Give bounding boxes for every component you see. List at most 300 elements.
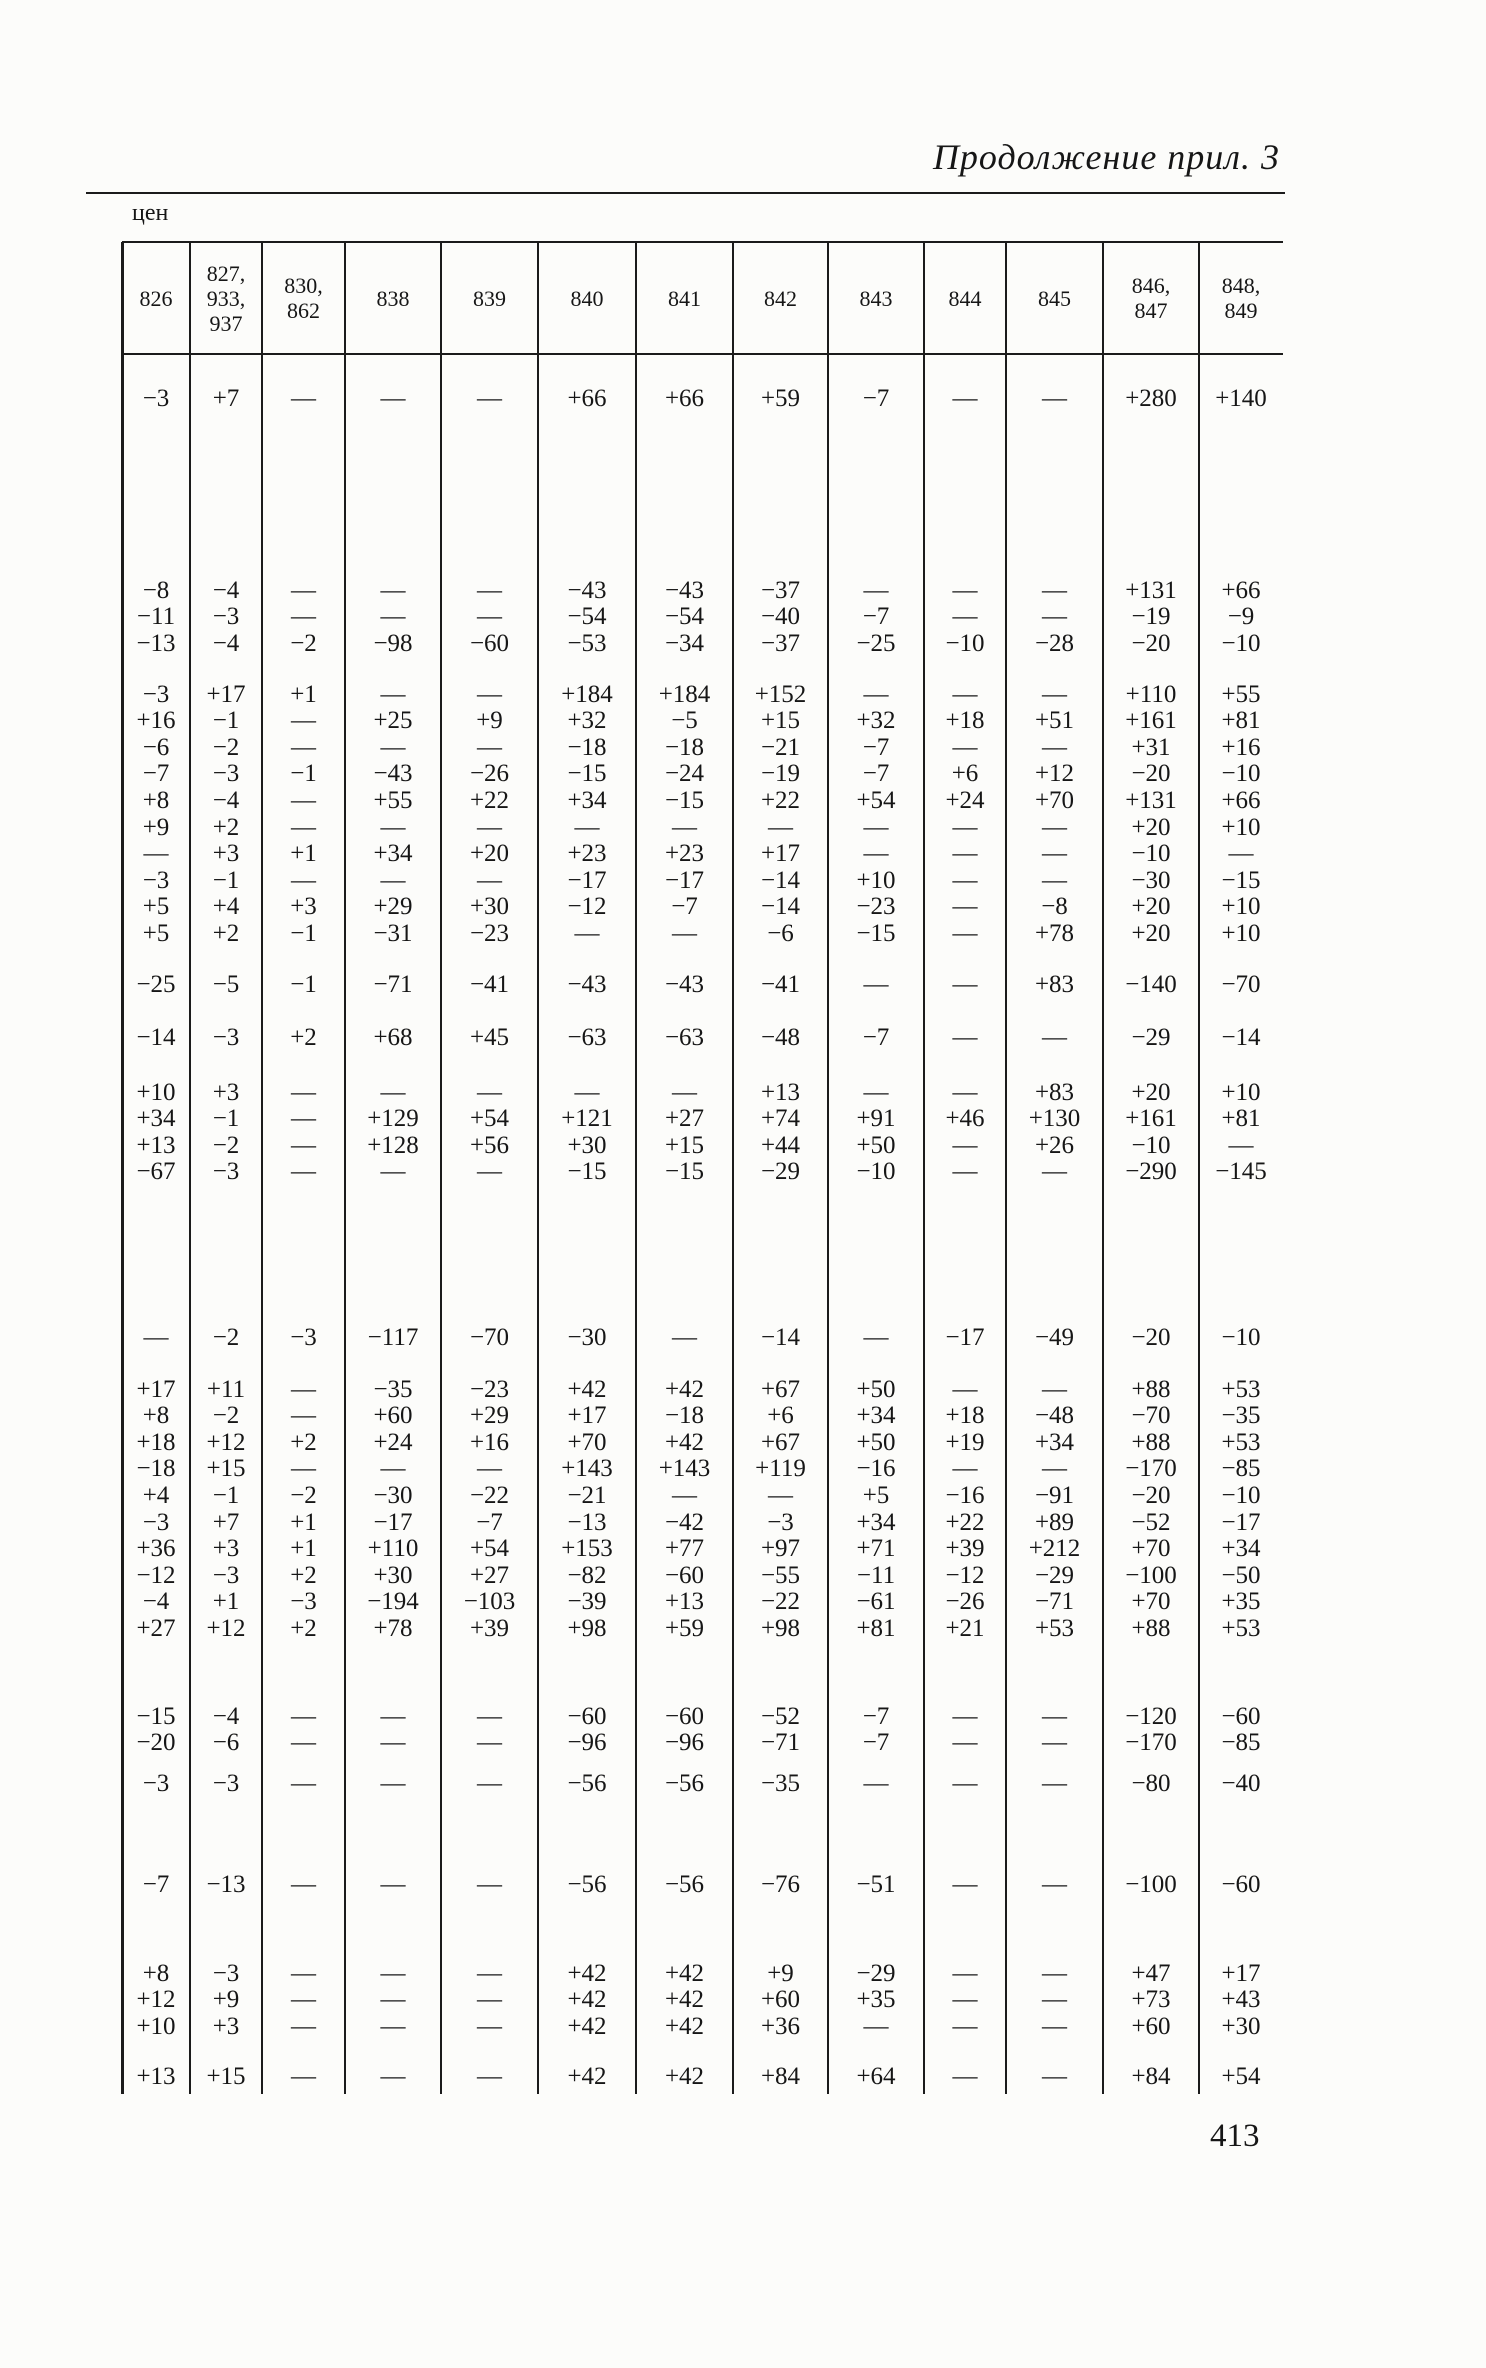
table-cell: +66: [664, 384, 705, 412]
table-cell: +29: [469, 1402, 510, 1430]
table-cell: +10: [1221, 919, 1261, 947]
table-cell: —: [952, 1131, 978, 1159]
table-row: [0, 1729, 1290, 1756]
table-cell: +5: [142, 919, 170, 947]
table-cell: +10: [136, 2012, 176, 2040]
table-cell: −17: [664, 866, 705, 894]
table-cell: +19: [945, 1428, 985, 1456]
table-row: [0, 734, 1290, 761]
table-cell: —: [768, 1481, 793, 1509]
table-cell: +32: [856, 707, 896, 735]
table-cell: —: [291, 603, 316, 631]
table-cell: —: [1042, 866, 1067, 894]
table-cell: −170: [1125, 1455, 1177, 1483]
table-cell: +35: [1221, 1588, 1261, 1616]
table-cell: −14: [760, 1323, 801, 1351]
table-cell: −10: [856, 1158, 896, 1186]
table-cell: +43: [1221, 1986, 1261, 2014]
table-cell: +56: [469, 1131, 510, 1159]
table-cell: —: [477, 576, 502, 604]
table-cell: −71: [373, 970, 413, 998]
table-cell: —: [477, 1702, 502, 1730]
table-cell: +34: [856, 1508, 896, 1536]
table-cell: −35: [760, 1769, 801, 1797]
table-cell: —: [952, 919, 978, 947]
table-cell: +12: [1034, 760, 1075, 788]
table-cell: —: [952, 813, 978, 841]
table-cell: −91: [1034, 1481, 1075, 1509]
table-cell: −23: [469, 1375, 510, 1403]
table-cell: +20: [1131, 893, 1171, 921]
table-cell: +3: [212, 1535, 240, 1563]
table-cell: −22: [760, 1588, 801, 1616]
table-cell: −194: [367, 1588, 419, 1616]
table-cell: —: [477, 603, 502, 631]
table-cell: −54: [664, 603, 705, 631]
table-cell: −7: [862, 384, 890, 412]
table-cell: —: [1042, 603, 1067, 631]
table-cell: −15: [136, 1702, 176, 1730]
table-cell: −145: [1215, 1158, 1267, 1186]
table-cell: −10: [1221, 760, 1261, 788]
table-cell: −55: [760, 1561, 801, 1589]
table-cell: −26: [469, 760, 510, 788]
table-cell: −60: [1221, 1702, 1261, 1730]
table-cell: +2: [290, 1023, 317, 1051]
table-cell: −40: [1221, 1769, 1261, 1797]
table-cell: −1: [290, 760, 317, 788]
table-cell: +17: [136, 1375, 176, 1403]
column-header-line: 826: [139, 285, 173, 311]
table-row: [0, 1986, 1290, 2013]
table-cell: −1: [212, 707, 240, 735]
table-cell: +3: [212, 840, 240, 868]
table-cell: −100: [1125, 1561, 1177, 1589]
table-cell: —: [1042, 384, 1067, 412]
table-cell: +60: [373, 1402, 413, 1430]
table-cell: +84: [760, 2062, 801, 2090]
table-cell: —: [574, 813, 600, 841]
header-top-rule: [122, 241, 1283, 243]
table-cell: +54: [469, 1105, 510, 1133]
table-cell: —: [672, 1323, 697, 1351]
table-cell: —: [1228, 1131, 1254, 1159]
table-cell: +42: [567, 1375, 607, 1403]
table-cell: +153: [561, 1535, 613, 1563]
table-cell: +3: [212, 1078, 240, 1106]
table-cell: −10: [1221, 1481, 1261, 1509]
table-cell: −21: [567, 1481, 607, 1509]
table-cell: −14: [1221, 1023, 1261, 1051]
table-cell: +59: [760, 384, 801, 412]
table-cell: −14: [760, 866, 801, 894]
table-cell: −28: [1034, 629, 1075, 657]
table-cell: +18: [945, 1402, 985, 1430]
table-cell: +10: [856, 866, 896, 894]
table-cell: —: [574, 919, 600, 947]
table-cell: −4: [212, 576, 240, 604]
table-cell: +23: [664, 840, 705, 868]
table-cell: −7: [862, 603, 890, 631]
table-cell: +42: [664, 2062, 705, 2090]
table-cell: +70: [1034, 786, 1075, 814]
table-cell: —: [952, 866, 978, 894]
table-cell: —: [380, 1729, 406, 1757]
table-cell: —: [1042, 1986, 1067, 2014]
table-cell: +4: [212, 893, 240, 921]
table-row: [0, 1132, 1290, 1159]
table-cell: —: [380, 2012, 406, 2040]
table-cell: +2: [212, 813, 240, 841]
table-cell: −3: [142, 1769, 170, 1797]
table-cell: −290: [1125, 1158, 1177, 1186]
table-cell: +34: [1221, 1535, 1261, 1563]
table-cell: −8: [1041, 893, 1068, 921]
table-cell: —: [477, 866, 502, 894]
table-cell: −7: [862, 733, 890, 761]
table-cell: −7: [862, 1702, 890, 1730]
table-cell: +73: [1131, 1986, 1171, 2014]
table-cell: −6: [767, 919, 794, 947]
table-cell: —: [477, 680, 502, 708]
table-cell: —: [1042, 813, 1067, 841]
table-cell: −1: [212, 866, 240, 894]
table-cell: +10: [1221, 813, 1261, 841]
table-cell: −20: [1131, 760, 1171, 788]
table-cell: −80: [1131, 1769, 1171, 1797]
table-cell: −56: [664, 1769, 705, 1797]
table-cell: −48: [760, 1023, 801, 1051]
table-cell: −15: [664, 1158, 705, 1186]
table-cell: −16: [945, 1481, 985, 1509]
table-cell: —: [952, 576, 978, 604]
table-cell: —: [291, 2062, 316, 2090]
column-header: [345, 244, 441, 352]
table-cell: —: [863, 576, 889, 604]
table-cell: +17: [206, 680, 246, 708]
column-header-line: 838: [376, 285, 410, 311]
table-cell: —: [863, 2012, 889, 2040]
table-cell: −25: [136, 970, 176, 998]
table-cell: +88: [1131, 1375, 1171, 1403]
table-cell: −5: [671, 707, 698, 735]
table-cell: −56: [567, 1769, 607, 1797]
table-cell: −23: [856, 893, 896, 921]
table-cell: −3: [142, 1508, 170, 1536]
table-cell: +36: [136, 1535, 176, 1563]
column-header: [538, 244, 636, 352]
table-cell: +131: [1125, 786, 1177, 814]
table-cell: +70: [1131, 1588, 1171, 1616]
table-cell: +42: [664, 2012, 705, 2040]
table-cell: −1: [290, 919, 317, 947]
table-cell: +60: [1131, 2012, 1171, 2040]
table-cell: +9: [767, 1959, 794, 1987]
table-cell: −14: [760, 893, 801, 921]
table-cell: −2: [212, 733, 240, 761]
table-cell: −170: [1125, 1729, 1177, 1757]
table-cell: −15: [1221, 866, 1261, 894]
column-header-line: 937: [209, 310, 243, 336]
table-cell: −3: [212, 1959, 240, 1987]
table-cell: —: [952, 384, 978, 412]
table-cell: −3: [290, 1323, 317, 1351]
table-cell: −12: [567, 893, 607, 921]
table-cell: —: [952, 840, 978, 868]
table-cell: +1: [290, 840, 317, 868]
table-cell: +152: [754, 680, 807, 708]
table-cell: +8: [142, 1402, 170, 1430]
table-cell: −85: [1221, 1455, 1261, 1483]
table-cell: +20: [1131, 919, 1171, 947]
table-cell: −30: [1131, 866, 1171, 894]
table-cell: −22: [469, 1481, 510, 1509]
table-cell: +128: [367, 1131, 419, 1159]
table-cell: −37: [760, 629, 801, 657]
table-cell: —: [291, 1158, 316, 1186]
table-cell: −63: [567, 1023, 607, 1051]
table-cell: +12: [206, 1428, 246, 1456]
table-cell: —: [952, 1769, 978, 1797]
table-cell: +110: [1125, 680, 1177, 708]
table-cell: +39: [945, 1535, 985, 1563]
table-cell: +42: [567, 1986, 607, 2014]
table-row: [0, 920, 1290, 947]
table-cell: +34: [136, 1105, 176, 1133]
table-row: [0, 681, 1290, 708]
table-cell: −1: [290, 970, 317, 998]
table-cell: −1: [212, 1105, 240, 1133]
table-cell: +12: [136, 1986, 176, 2014]
table-cell: −50: [1221, 1561, 1261, 1589]
table-cell: +50: [856, 1131, 896, 1159]
table-cell: +47: [1131, 1959, 1171, 1987]
table-cell: —: [952, 1959, 978, 1987]
table-row: [0, 1455, 1290, 1482]
table-row: [0, 1324, 1290, 1351]
table-cell: —: [477, 1870, 502, 1898]
table-cell: −43: [664, 576, 705, 604]
table-cell: −18: [664, 1402, 705, 1430]
table-cell: —: [291, 1959, 316, 1987]
table-cell: —: [768, 813, 793, 841]
table-row: [0, 1588, 1290, 1615]
table-cell: +27: [136, 1614, 176, 1642]
table-cell: —: [380, 866, 406, 894]
table-row: [0, 893, 1290, 920]
table-cell: +66: [1221, 576, 1261, 604]
table-cell: −117: [367, 1323, 419, 1351]
table-cell: +81: [1221, 707, 1261, 735]
table-cell: —: [291, 384, 316, 412]
table-cell: −12: [945, 1561, 985, 1589]
table-cell: −18: [664, 733, 705, 761]
table-cell: —: [291, 866, 316, 894]
table-row: [0, 840, 1290, 867]
table-cell: −71: [760, 1729, 801, 1757]
table-row: [0, 603, 1290, 630]
table-row: [0, 787, 1290, 814]
table-cell: +25: [373, 707, 413, 735]
column-group-label: цен: [132, 200, 169, 226]
table-cell: −100: [1125, 1870, 1177, 1898]
table-cell: —: [477, 1729, 502, 1757]
table-cell: −10: [1221, 629, 1261, 657]
table-cell: −4: [212, 1702, 240, 1730]
table-cell: −4: [142, 1588, 170, 1616]
table-cell: −48: [1034, 1402, 1075, 1430]
table-cell: +55: [1221, 680, 1261, 708]
table-cell: −29: [856, 1959, 896, 1987]
table-cell: −1: [212, 1481, 240, 1509]
table-cell: +42: [664, 1375, 705, 1403]
table-cell: −70: [1221, 970, 1261, 998]
table-cell: −51: [856, 1870, 896, 1898]
table-cell: −19: [760, 760, 801, 788]
table-cell: +1: [290, 1508, 317, 1536]
table-cell: +36: [760, 2012, 801, 2040]
table-cell: +66: [1221, 786, 1261, 814]
table-row: [0, 971, 1290, 998]
table-cell: −7: [142, 760, 170, 788]
table-cell: −85: [1221, 1729, 1261, 1757]
table-cell: −35: [1221, 1402, 1261, 1430]
table-cell: —: [291, 1986, 316, 2014]
table-cell: —: [952, 1986, 978, 2014]
table-row: [0, 2063, 1290, 2090]
table-cell: −53: [567, 629, 607, 657]
table-cell: −43: [664, 970, 705, 998]
table-cell: −52: [1131, 1508, 1171, 1536]
table-cell: −60: [664, 1702, 705, 1730]
table-cell: −17: [373, 1508, 413, 1536]
table-cell: +30: [1221, 2012, 1261, 2040]
table-cell: −67: [136, 1158, 176, 1186]
table-cell: —: [380, 1158, 406, 1186]
table-cell: —: [672, 919, 697, 947]
table-cell: —: [380, 576, 406, 604]
table-row: [0, 867, 1290, 894]
table-cell: —: [1042, 1375, 1067, 1403]
table-cell: −20: [1131, 1323, 1171, 1351]
table-cell: —: [291, 1078, 316, 1106]
table-cell: —: [380, 1702, 406, 1730]
table-cell: +34: [856, 1402, 896, 1430]
table-row: [0, 1482, 1290, 1509]
table-cell: −26: [945, 1588, 985, 1616]
table-cell: −20: [136, 1729, 176, 1757]
table-cell: −37: [760, 576, 801, 604]
table-cell: —: [952, 1023, 978, 1051]
table-cell: —: [291, 1729, 316, 1757]
table-cell: —: [952, 1702, 978, 1730]
table-cell: −17: [945, 1323, 985, 1351]
table-cell: −6: [142, 733, 170, 761]
table-cell: −7: [862, 760, 890, 788]
table-cell: +42: [664, 1428, 705, 1456]
column-header-line: 849: [1224, 298, 1258, 323]
table-cell: —: [863, 813, 889, 841]
table-cell: +2: [290, 1614, 317, 1642]
table-cell: −61: [856, 1588, 896, 1616]
table-cell: —: [380, 1959, 406, 1987]
table-cell: −24: [664, 760, 705, 788]
table-cell: —: [291, 1870, 316, 1898]
column-header-line: 840: [570, 285, 604, 311]
table-cell: +39: [469, 1614, 510, 1642]
table-cell: —: [477, 1986, 502, 2014]
table-cell: —: [1042, 1023, 1067, 1051]
table-cell: —: [380, 1078, 406, 1106]
table-cell: +51: [1034, 707, 1075, 735]
table-cell: —: [1042, 1959, 1067, 1987]
table-cell: +119: [755, 1455, 806, 1483]
table-cell: —: [863, 970, 889, 998]
table-cell: +20: [1131, 1078, 1171, 1106]
table-cell: —: [952, 893, 978, 921]
table-cell: +10: [1221, 1078, 1261, 1106]
table-cell: —: [291, 1402, 316, 1430]
table-cell: +77: [664, 1535, 705, 1563]
table-cell: −13: [136, 629, 176, 657]
table-cell: +42: [664, 1959, 705, 1987]
table-row: [0, 2013, 1290, 2040]
table-cell: +22: [760, 786, 801, 814]
table-cell: −13: [206, 1870, 246, 1898]
table-row: [0, 1079, 1290, 1106]
table-cell: +8: [142, 786, 170, 814]
table-cell: —: [380, 733, 406, 761]
table-cell: —: [1042, 1729, 1067, 1757]
table-cell: —: [952, 2062, 978, 2090]
table-cell: −4: [212, 786, 240, 814]
table-cell: +67: [760, 1375, 801, 1403]
table-cell: +1: [290, 1535, 317, 1563]
table-cell: —: [1042, 1769, 1067, 1797]
table-cell: −3: [212, 1023, 240, 1051]
table-cell: —: [952, 1455, 978, 1483]
table-row: [0, 385, 1290, 412]
table-cell: +17: [760, 840, 801, 868]
table-cell: +2: [290, 1561, 317, 1589]
table-cell: +280: [1125, 384, 1177, 412]
column-header-line: 841: [668, 285, 701, 311]
table-cell: −56: [664, 1870, 705, 1898]
table-cell: —: [1042, 1870, 1067, 1898]
table-cell: −60: [1221, 1870, 1261, 1898]
table-cell: −18: [136, 1455, 176, 1483]
table-cell: +54: [856, 786, 896, 814]
table-row: [0, 814, 1290, 841]
table-cell: −6: [212, 1729, 240, 1757]
column-header-line: 862: [287, 298, 320, 323]
table-cell: —: [143, 840, 169, 868]
table-cell: −9: [1227, 603, 1255, 631]
table-cell: +17: [567, 1402, 607, 1430]
table-cell: −16: [856, 1455, 896, 1483]
table-row: [0, 1024, 1290, 1051]
table-row: [0, 760, 1290, 787]
table-cell: +21: [945, 1614, 985, 1642]
table-cell: +143: [561, 1455, 613, 1483]
table-cell: +7: [212, 384, 240, 412]
table-cell: −3: [212, 760, 240, 788]
table-cell: +6: [951, 760, 979, 788]
table-cell: —: [863, 1078, 889, 1106]
column-header-line: 843: [859, 285, 893, 311]
table-cell: +97: [760, 1535, 801, 1563]
table-cell: −12: [136, 1561, 176, 1589]
